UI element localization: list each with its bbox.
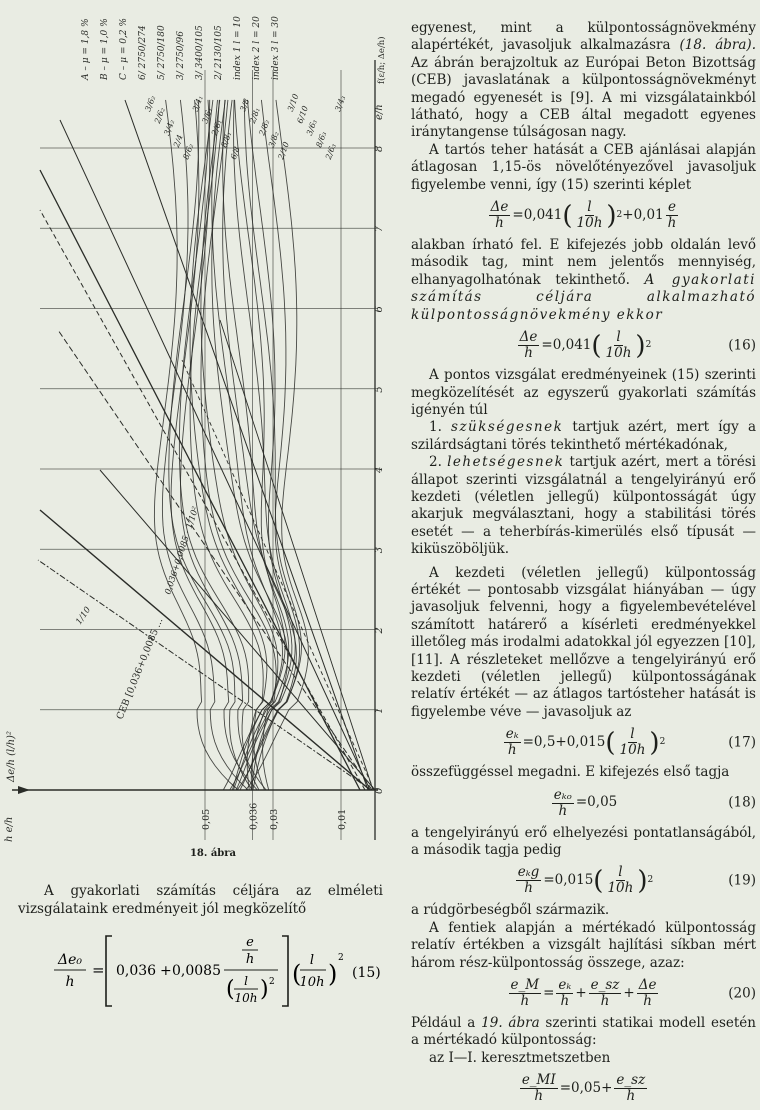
legend-entry: index 1 l = 10 bbox=[233, 16, 243, 80]
rate-tick-label: 0,03 bbox=[269, 808, 280, 830]
legend-entry: B – μ = 1,0 % bbox=[100, 18, 110, 80]
curve-label: 2/6₁ bbox=[209, 118, 224, 137]
curve-label: 2/8₁ bbox=[247, 106, 262, 125]
right-column-text bbox=[411, 20, 756, 1110]
e-h-tick-label: 6 bbox=[374, 306, 385, 313]
curve-label: 3/10 bbox=[285, 92, 301, 113]
paragraph-6: 2. lehetségesnek tartjuk azért, mert a törési állapot szerinti vizsgálatnál a tengelyirányú erő kezdeti (véletlen jellegű) külpontosságát úgy akarjuk megválasztani, hogy a stabilitási törés esetét — a teherbírás-kimerülés első típusát — kiküszöböljük. bbox=[411, 454, 756, 558]
e-h-tick-label: 1 bbox=[374, 707, 385, 714]
rate-axis-arrow bbox=[18, 786, 30, 794]
curve-label: 2/4 bbox=[171, 133, 185, 149]
legend-entry: 6/ 2750/274 bbox=[138, 25, 148, 80]
paragraph-1: egyenest, mint a külpontosságnövekmény alapértékét, javasoljuk alkalmazásra (18. ábra). Az ábrán berajzoltuk az Európai Beton Bizottság (CEB) javaslatának a külpontosságnövekményt megadó egyenesét is [9]. A mi vizsgálatainkból látható, hogy a CEB által megadott egyenes iránytangense túlságosan nagy. bbox=[411, 20, 756, 141]
legend-entry: A – μ = 1,8 % bbox=[81, 18, 91, 80]
curve-label: 6/10 bbox=[295, 104, 311, 125]
eq15-sq: 2 bbox=[269, 977, 275, 987]
reference-line bbox=[220, 320, 373, 790]
reference-line bbox=[58, 330, 372, 790]
curve-label: 8/6₂ bbox=[181, 142, 196, 161]
eq15-lhs-num: Δe₀ bbox=[57, 952, 83, 968]
e-h-axis-label: e/h bbox=[374, 104, 385, 120]
svg-text:(: ( bbox=[226, 977, 235, 1002]
test-curve bbox=[201, 97, 278, 790]
equation-21: $\frac{e\_MI}{h}$ =0,05+ $\frac{e\_sz}{h}$ bbox=[521, 1072, 646, 1105]
paragraph-12: Például a 19. ábra szerinti statikai modell esetén a mértékadó külpontosság: bbox=[411, 1015, 756, 1049]
paragraph-8: összefüggéssel megadni. E kifejezés első tagja bbox=[411, 764, 730, 781]
curve-label: 3/4₁ bbox=[190, 94, 205, 113]
equation-20: $\frac{e\_M}{h}$ = $\frac{\text{eₖ}}{h}$ + $\frac{e\_sz}{h}$ + $\frac{\Delta e}{h}$ (20) bbox=[510, 977, 756, 1010]
reference-line bbox=[60, 120, 370, 790]
curve-label: 0,036+0,0085 · 1/10² bbox=[163, 505, 202, 596]
curve-label: 2/10 bbox=[276, 140, 292, 161]
left-paragraph: A gyakorlati számítás céljára az elméleti vizsgálataink eredményeit jól megközelítő bbox=[18, 883, 383, 917]
eq15-lower-den: 10h bbox=[234, 991, 258, 1005]
equation-19: $\frac{\text{eₖg}}{h}$ =0,015 ( $\frac{l}{10h}$ ) 2 (19) bbox=[517, 864, 756, 897]
eq15-lhs-den: h bbox=[65, 974, 75, 990]
curve-label: 2/8₂ bbox=[257, 118, 272, 137]
equation-15 bbox=[30, 930, 385, 1010]
figure-labels bbox=[4, 16, 387, 842]
figure-18 bbox=[0, 0, 395, 880]
rate-tick-label: 0,036 bbox=[248, 802, 260, 830]
paragraph-5: 1. szükségesnek tartjuk azért, mert így a szilárdságtani törés tekinthető mértékadónak, bbox=[411, 419, 756, 453]
rate-tick-label: 0,05 bbox=[201, 808, 212, 830]
eq15-c1: 0,036 bbox=[116, 963, 157, 979]
curve-label: 3/6₁ bbox=[200, 106, 215, 125]
svg-text:(: ( bbox=[292, 960, 302, 988]
eq15-lower-num: l bbox=[244, 974, 248, 988]
e-h-tick-label: 2 bbox=[374, 627, 385, 634]
ceb-line-label: CEB [0,036+0,0085 ... bbox=[114, 616, 166, 722]
paragraph-3: alakban írható fel. E kifejezés jobb oldalán levő második tag, mint nem jelentős mennyiség, elhanyagolhatónak tekinthető. A gyakorlati számítás céljára alkalmazható külpontosságnövekmény ekkor bbox=[411, 237, 756, 323]
eq15-tail-sq: 2 bbox=[338, 953, 344, 963]
paragraph-11: A fentiek alapján a mértékadó külpontosság relatív értékben a vizsgált hajlítási síkban mért három rész-külpontosság összege, azaz: bbox=[411, 919, 756, 971]
equation-16: $\frac{\Delta e}{h}$ =0,041 ( $\frac{l}{10h}$ ) 2 (16) bbox=[519, 329, 756, 362]
svg-text:): ) bbox=[328, 960, 338, 988]
legend-entry: index 3 l = 30 bbox=[271, 16, 281, 80]
eq15-inner-den: h bbox=[245, 952, 255, 967]
curve-label: 3/6₃ bbox=[304, 118, 319, 137]
figure-grid bbox=[12, 60, 378, 840]
e-h-tick-label: 5 bbox=[374, 386, 385, 393]
reference-line bbox=[40, 210, 365, 790]
delta-e-label: Δe/h (l/h)² bbox=[6, 731, 17, 782]
legend-entry: 3/ 2750/96 bbox=[176, 30, 186, 80]
curve-label: 6/8 bbox=[228, 145, 242, 161]
legend-entry: 3/ 3400/105 bbox=[195, 25, 205, 80]
test-curve bbox=[223, 97, 292, 790]
curve-label: 8/8₁ bbox=[219, 130, 234, 149]
legend-entry: index 2 l = 20 bbox=[252, 16, 262, 80]
reference-line bbox=[125, 97, 368, 790]
eq15-number: (15) bbox=[352, 965, 381, 981]
equation-17: $\frac{\text{eₖ}}{h}$ =0,5+0,015 ( $\frac{l}{10h}$ ) 2 (17) bbox=[505, 726, 756, 759]
left-column-text bbox=[18, 882, 383, 918]
equation-a: $\frac{\Delta e}{h}$ =0,041 ( $\frac{l}{10h}$ ) 2 +0,01 $\frac{e}{h}$ bbox=[490, 199, 677, 232]
curve-label: 3/8₂ bbox=[266, 130, 281, 149]
paragraph-4: A pontos vizsgálat eredményeinek (15) szerinti megközelítését az egyszerű gyakorlati számítás igényén túl bbox=[411, 367, 756, 418]
left-axis-label: h e/h bbox=[4, 816, 15, 842]
reference-line bbox=[38, 560, 371, 790]
legend-entry: 5/ 2750/180 bbox=[157, 25, 167, 80]
figure-curves bbox=[154, 97, 311, 790]
curve-label: 1/10 bbox=[74, 605, 94, 627]
e-h-tick-label: 3 bbox=[374, 546, 385, 554]
reference-line bbox=[40, 170, 360, 790]
eq15-tail-den: 10h bbox=[299, 975, 325, 990]
equation-15-svg bbox=[30, 930, 385, 1010]
eq15-tail-num: l bbox=[309, 953, 315, 968]
curve-label: 3/4₂ bbox=[162, 118, 177, 137]
reference-line bbox=[100, 470, 375, 790]
paragraph-10: a rúdgörbeségből származik. bbox=[411, 902, 610, 919]
svg-text:=: = bbox=[92, 961, 105, 979]
e-h-tick-label: 7 bbox=[374, 225, 385, 233]
curve-label: 3/6₂ bbox=[143, 94, 158, 113]
svg-text:): ) bbox=[260, 977, 269, 1002]
e-h-tick-label: 0 bbox=[374, 787, 385, 794]
paragraph-9: a tengelyirányú erő elhelyezési pontatlanságából, a második tagja pedig bbox=[411, 824, 756, 859]
curve-label: 2/6₂ bbox=[152, 106, 167, 125]
test-curve bbox=[190, 97, 267, 790]
paragraph-7: A kezdeti (véletlen jellegű) külpontosság értékét — pontosabb vizsgálat hiányában — úgy javasoljuk felvenni, hogy a figyelembevételével számított határerő a kísérleti eredményekkel illetőleg más irodalmi adatokkal jól egyezzen [10], [11]. A részleteket mellőzve a tengelyirányú erő kezdeti (véletlen jellegű) külpontosságának relatív értékét — az átlagos tartósteher hatását is figyelembe véve — javasoljuk az bbox=[411, 564, 756, 720]
equation-18: $\frac{\text{eₖₒ}}{h}$ =0,05 (18) bbox=[553, 786, 756, 819]
curve-label: 8/6₃ bbox=[314, 130, 329, 149]
rate-tick-label: 0,01 bbox=[337, 808, 348, 830]
e-h-tick-label: 4 bbox=[374, 466, 385, 473]
paragraph-2: A tartós teher hatását a CEB ajánlásai alapján átlagosan 1,15-ös növelőtényezővel javasoljuk figyelembe venni, így (15) szerinti képlet bbox=[411, 141, 756, 193]
eq15-inner-num: e bbox=[246, 935, 254, 950]
eq15-plus: + bbox=[160, 963, 172, 979]
figure-caption: 18. ábra bbox=[189, 848, 237, 859]
curve-label: 3/8 bbox=[238, 97, 252, 113]
curve-label: 3/4₃ bbox=[333, 94, 348, 113]
e-h-tick-label: 8 bbox=[374, 145, 385, 152]
legend-entry: 2/ 2130/105 bbox=[214, 25, 224, 80]
corner-label: f(ε/h; Δe/h) bbox=[377, 36, 387, 84]
figure-18-plot bbox=[0, 0, 395, 880]
eq15-c2: 0,0085 bbox=[172, 963, 221, 979]
test-curve bbox=[201, 97, 276, 790]
curve-label: 2/6₃ bbox=[323, 142, 338, 161]
paragraph-13: az I—I. keresztmetszetben bbox=[429, 1049, 611, 1066]
legend-entry: C – μ = 0,2 % bbox=[119, 18, 129, 80]
